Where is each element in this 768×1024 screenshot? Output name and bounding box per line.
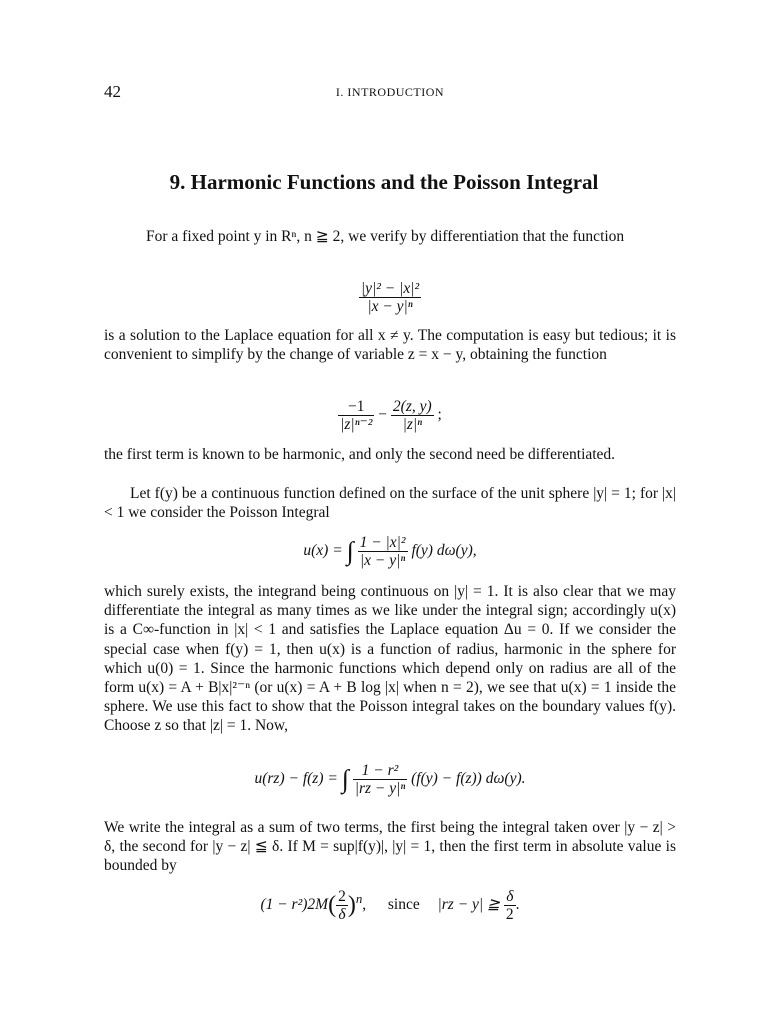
paragraph-2: is a solution to the Laplace equation for all x ≠ y. The computation is easy but tedious; it is convenient to simplify by the change of variable z = x − y, obtaining the function xyxy=(104,327,676,364)
denominator: |x − y|ⁿ xyxy=(367,298,413,315)
equation-5 xyxy=(104,888,676,923)
equation-lhs: (1 − r²)2M xyxy=(260,896,329,914)
denominator: |z|ⁿ xyxy=(402,416,422,433)
paragraph-4: Let f(y) be a continuous function defined on the surface of the unit sphere |y| = 1; for |x| < 1 we consider the Poisson Integral xyxy=(104,485,676,522)
fraction xyxy=(336,888,348,923)
semicolon: ; xyxy=(437,406,442,424)
fraction-term-2 xyxy=(391,398,434,433)
numerator: 1 − |x|² xyxy=(359,534,406,551)
equation-1 xyxy=(104,280,676,315)
equation-2 xyxy=(104,398,676,433)
denominator: |x − y|ⁿ xyxy=(359,552,406,569)
integral-sign: ∫ xyxy=(341,764,349,794)
fraction xyxy=(353,762,408,797)
right-paren: ) xyxy=(347,892,356,918)
running-title: I. INTRODUCTION xyxy=(335,85,445,99)
denominator: 2 xyxy=(505,906,514,923)
numerator: 2 xyxy=(338,888,346,905)
paragraph-1: For a fixed point y in Rⁿ, n ≧ 2, we verify by differentiation that the function xyxy=(146,228,625,245)
denominator: |z|ⁿ⁻² xyxy=(340,416,373,433)
paragraph-6: We write the integral as a sum of two terms, the first being the integral taken over |y − z| > δ, the second for |y − z| ≦ δ. If M = sup|f(y)|, |y| = 1, then the first term in absolute value is bounded by xyxy=(104,819,676,875)
exponent: n xyxy=(355,890,363,906)
numerator: 1 − r² xyxy=(353,762,408,780)
equation-rhs: (f(y) − f(z)) dω(y). xyxy=(411,770,526,788)
equation-3 xyxy=(104,534,676,569)
comma: , xyxy=(362,896,367,914)
condition: |rz − y| ≧ xyxy=(437,896,501,914)
denominator: |rz − y|ⁿ xyxy=(354,780,406,797)
integral-sign: ∫ xyxy=(346,536,354,566)
condition-fraction xyxy=(504,888,516,923)
running-head xyxy=(104,82,676,104)
equation-lhs: u(x) = xyxy=(303,542,343,560)
section-title: 9. Harmonic Functions and the Poisson Integral xyxy=(169,170,599,194)
paragraph-3: the first term is known to be harmonic, and only the second need be differentiated. xyxy=(104,446,616,463)
period: . xyxy=(515,896,520,914)
since-word: since xyxy=(387,896,420,914)
fraction-term-1 xyxy=(338,398,374,433)
equation-4 xyxy=(104,762,676,797)
paragraph-5: which surely exists, the integrand being continuous on |y| = 1. It is also clear that we may differentiate the integral as many times as we like under the integral sign; accordingly u(x) is a C∞-function in |x| < 1 and satisfies the Laplace equation Δu = 0. If we consider the special case when f(y) = 1, then u(x) is a function of radius, harmonic in the sphere for which u(0) = 1. Since the harmonic functions which depend only on radius are all of the form u(x) = A + B|x|²⁻ⁿ (or u(x) = A + B log |x| when n = 2), we see that u(x) = 1 inside the sphere. We use this fact to show that the Poisson integral takes on the boundary values f(y). Choose z so that |z| = 1. Now, xyxy=(104,583,676,735)
page-number: 42 xyxy=(104,82,121,101)
numerator: 2(z, y) xyxy=(392,398,432,415)
equation-lhs: u(rz) − f(z) = xyxy=(254,770,338,788)
denominator: δ xyxy=(338,906,346,923)
numerator: δ xyxy=(504,888,516,906)
minus-sign: − xyxy=(378,406,388,424)
fraction xyxy=(359,280,421,315)
fraction xyxy=(358,534,408,569)
numerator: −1 xyxy=(338,398,374,416)
left-paren: ( xyxy=(328,892,337,918)
equation-rhs: f(y) dω(y), xyxy=(411,542,477,560)
numerator: |y|² − |x|² xyxy=(360,280,420,297)
